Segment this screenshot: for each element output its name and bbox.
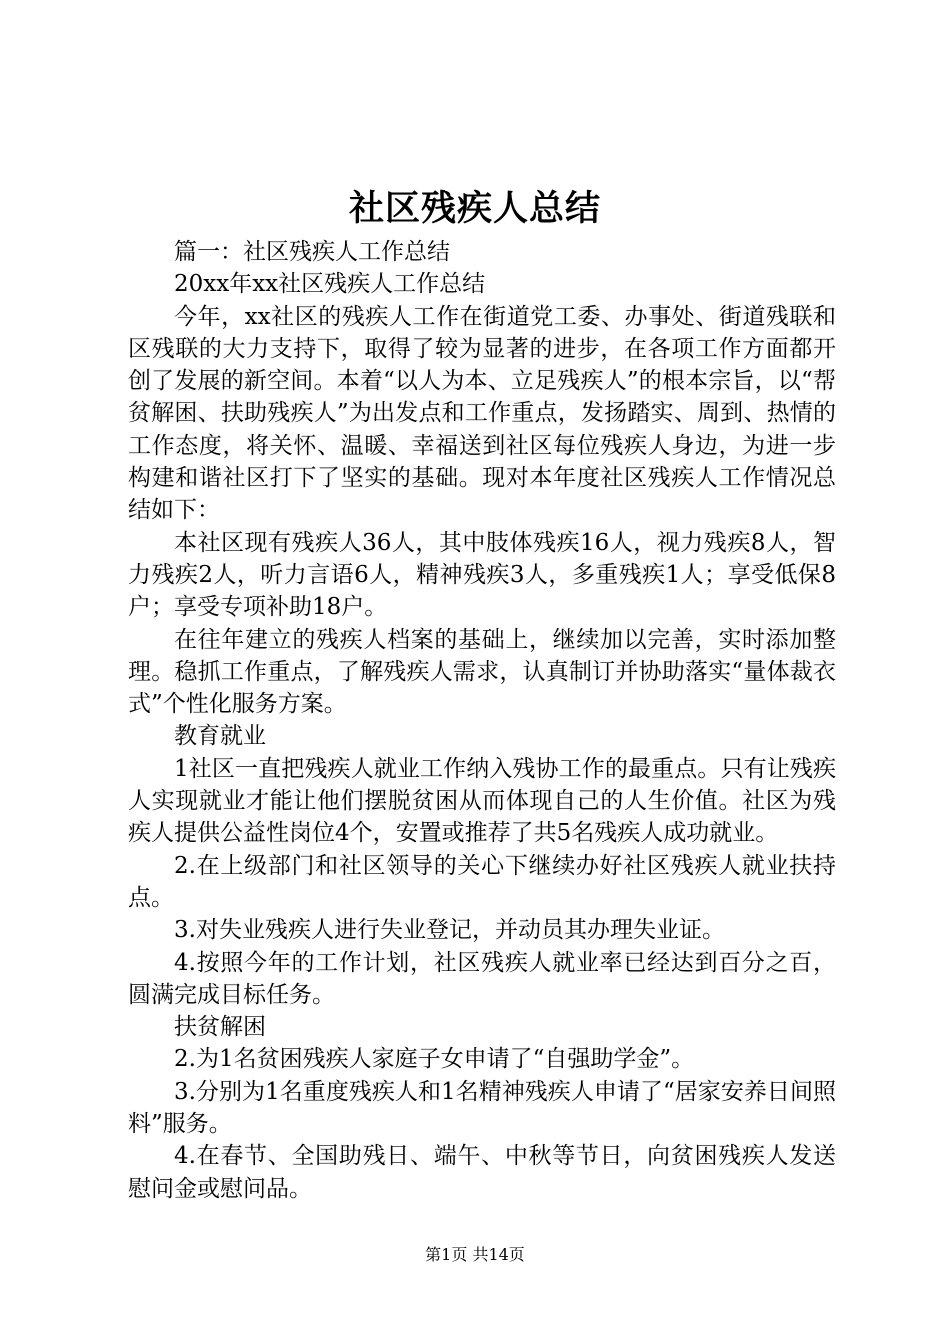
paragraph: 篇一：社区残疾人工作总结 [174,239,450,265]
paragraph: 20xx年xx社区残疾人工作总结 [174,271,486,298]
document-title: 社区残疾人总结 [348,188,601,229]
paragraph: 在往年建立的残疾人档案的基础上，继续加以完善，实时添加整理。稳抓工作重点，了解残疾人需求，认真制订并协助落实“量体裁衣式”个性化服务方案。 [128,626,836,718]
section-heading: 扶贫解困 [174,1014,266,1041]
page-footer: 第1页 共14页 [425,1245,525,1264]
paragraph: 4.在春节、全国助残日、端午、中秋等节日，向贫困残疾人发送慰问金或慰问品。 [128,1143,836,1202]
paragraph: 3.分别为1名重度残疾人和1名精神残疾人申请了“居家安养日间照料”服务。 [128,1078,836,1138]
document-body [128,236,836,1205]
paragraph: 3.对失业残疾人进行失业登记，并动员其办理失业证。 [174,917,725,944]
section-heading: 教育就业 [174,723,266,750]
paragraph: 1社区一直把残疾人就业工作纳入残协工作的最重点。只有让残疾人实现就业才能让他们摆脱贫困从而体现自己的人生价值。社区为残疾人提供公益性岗位4个，安置或推荐了共5名残疾人成功就业。 [128,755,836,847]
paragraph: 4.按照今年的工作计划，社区残疾人就业率已经达到百分之百，圆满完成目标任务。 [128,949,836,1008]
paragraph: 本社区现有残疾人36人，其中肢体残疾16人，视力残疾8人，智力残疾2人，听力言语6人，精神残疾3人，多重残疾1人；享受低保8户；享受专项补助18户。 [128,529,836,621]
paragraph: 2.在上级部门和社区领导的关心下继续办好社区残疾人就业扶持点。 [128,852,836,911]
paragraph: 今年，xx社区的残疾人工作在街道党工委、办事处、街道残联和区残联的大力支持下，取得了较为显著的进步，在各项工作方面都开创了发展的新空间。本着“以人为本、立足残疾人”的根本宗旨，以“帮贫解困、扶助残疾人”为出发点和工作重点，发扬踏实、周到、热情的工作态度，将关怀、温暖、幸福送到社区每位残疾人身边，为进一步构建和谐社区打下了坚实的基础。现对本年度社区残疾人工作情况总结如下： [128,303,836,524]
paragraph: 2.为1名贫困残疾人家庭子女申请了“自强助学金”。 [174,1046,695,1073]
